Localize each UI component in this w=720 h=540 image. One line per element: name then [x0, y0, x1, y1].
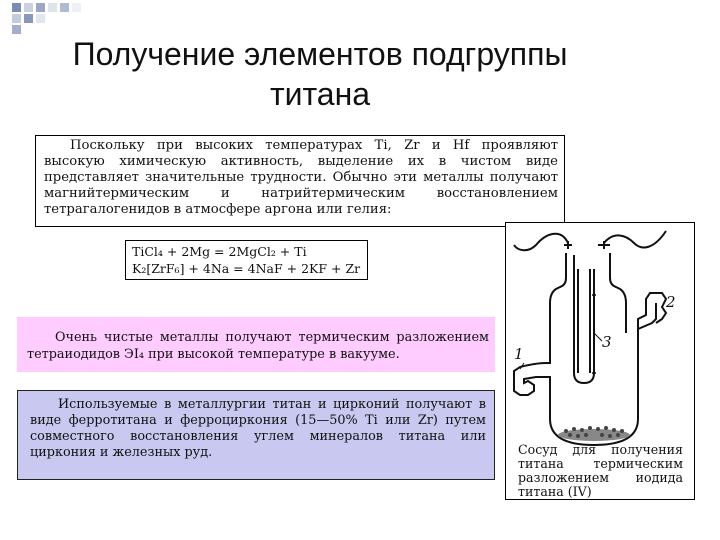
- usage-paragraph: Используемые в металлургии титан и цирконий получают в виде ферротитана и ферроциркония (15—50% Ti или Zr) путем совместного восстановления углем минералов титана или циркония и железных руд.: [17, 390, 495, 480]
- figure-label-3: 3: [602, 333, 612, 351]
- intro-paragraph: Поскольку при высоких температурах Ti, Zr и Hf проявляют высокую химическую активность, выделение их в чистом виде представляет значительные трудности. Обычно эти металлы получают магнийтермическим и натрийтермическим восстановлением тетрагалогенидов в атмосфере аргона или гелия:: [35, 135, 565, 227]
- figure-label-2: 2: [666, 293, 676, 311]
- decomposition-paragraph: Очень чистые металлы получают термическим разложением тетраиодидов ЭI₄ при высокой температуре в вакууме.: [17, 317, 495, 372]
- vessel-figure: [505, 222, 695, 500]
- equation-zirconium: K₂[ZrF₆] + 4Na = 4NaF + 2KF + Zr: [132, 261, 361, 276]
- page-title: Получение элементов подгруппы титана: [72, 36, 568, 112]
- equation-titanium: TiCl₄ + 2Mg = 2MgCl₂ + Ti: [132, 244, 307, 259]
- figure-label-1: 1: [514, 345, 524, 363]
- figure-caption: Сосуд для получения титана термическим разложением иодида титана (IV): [518, 442, 683, 499]
- equations-box: [125, 240, 368, 280]
